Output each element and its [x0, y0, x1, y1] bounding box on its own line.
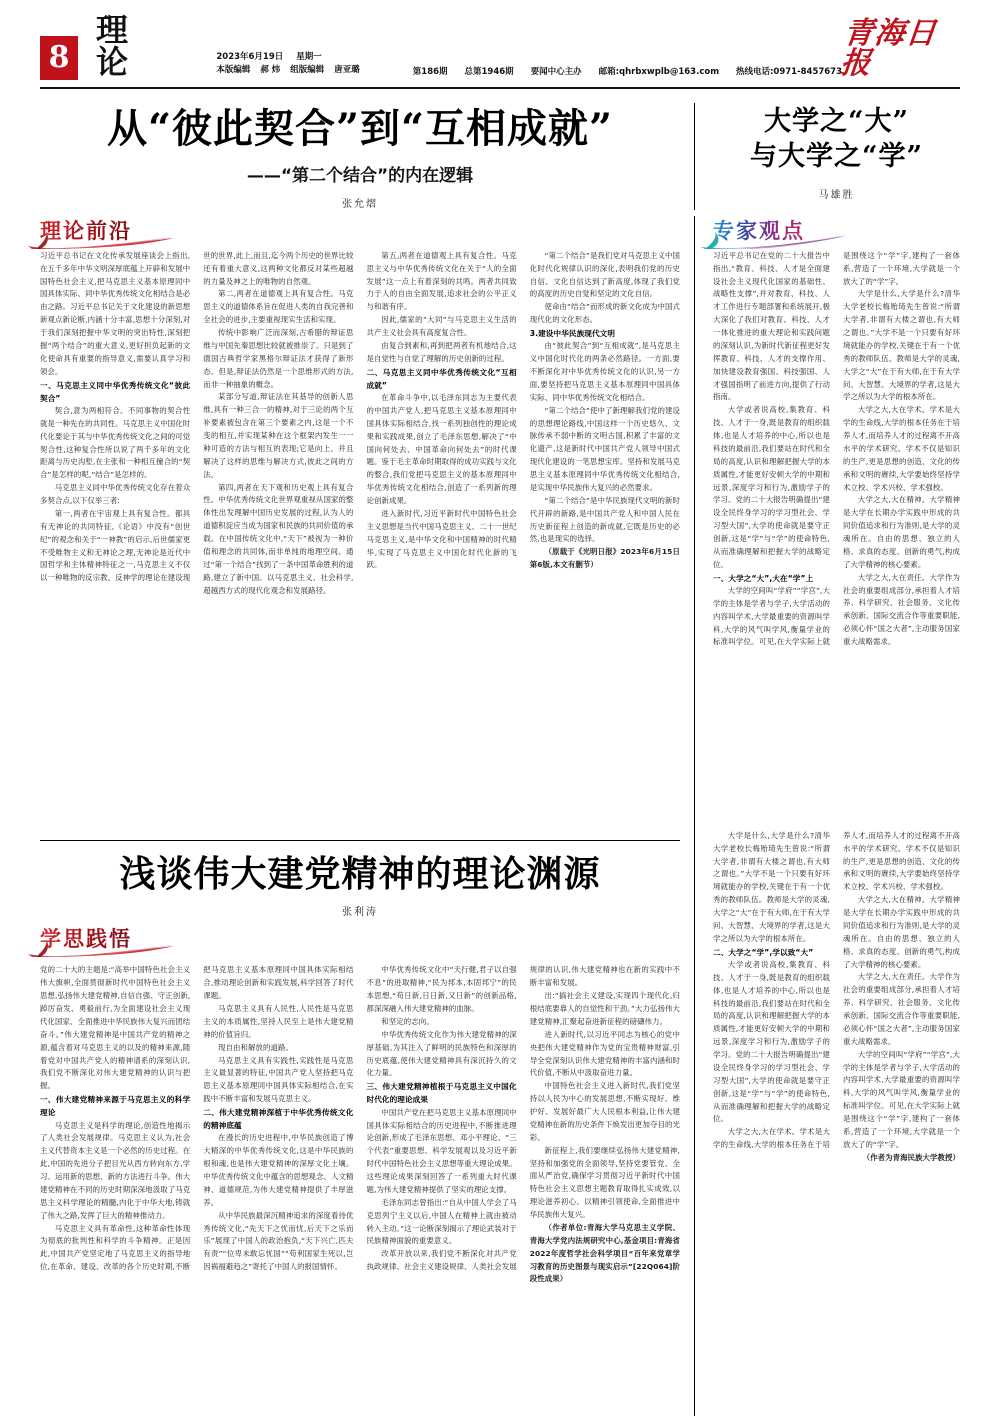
- article1-para: 进入新时代,习近平新时代中国特色社会主义思想是当代中国马克思主义、二十一世纪马克思主义,是中华文化和中国精神的时代精华,实现了马克思主义中国化时代化新的飞跃。: [366, 508, 517, 570]
- article3-subheading: 二、大学之“学”,学以致“大”: [713, 947, 814, 957]
- article1-para: 使命由“结合”而形成的新文化成为中国式现代化的文化形态。: [529, 302, 680, 325]
- total-issue-number: 总第1946期: [464, 67, 514, 77]
- article2-wrap: [40, 830, 680, 1416]
- article2-para: 党的二十大的主题是:“高举中国特色社会主义伟大旗帜,全面贯彻新时代中国特色社会主义思想,弘扬伟大建党精神,自信自强、守正创新,踔厉奋发、勇毅前行,为全面建设社会主义现代化国家、全面推进中华民族伟大复兴而团结奋斗。”伟大建党精神是中国共产党的精神之源,蕴含着对马克思主义的以及的精神来源,随着党对中国共产党人的精神谱系的深刻认识,我们党不断深化对伟大建党精神的认识与把握。: [40, 965, 191, 1091]
- page-number-badge: 8: [40, 36, 78, 80]
- article3-title-line2: 与大学之“学”: [749, 140, 924, 172]
- hotline-phone: 热线电话:0971-8457673: [736, 67, 843, 77]
- article1-subheading: 3.建设中华民族现代文明: [529, 329, 616, 339]
- article2-subheading: 一、伟大建党精神来源于马克思主义的科学理论: [40, 1095, 191, 1118]
- article3-columns: [713, 250, 960, 830]
- article3-para: 大学或者说高校,集教育、科技、人才于一身,既是教育的组织载体,也是人才培养的中心,所以也是科技的最前沿,我们要站在时代和全局的高度,认识和理解把握大学的本质属性,才能更好安顿大学的中期和远景,深度学习和行为,激励学子的学习。党的二十大报告明确提出“建设全民终身学习的学习型社会、学习型大国”,大学的使命就是要守正创新,这是“学”与“学”的使命特色,从而准确理解和把握大学的战略定位。: [713, 405, 830, 569]
- article2-para: 马克思主义具有革命性,这种革命性体现为彻底的批判性和科学的斗争精神。正是因此,中国共产党坚定地了马克思主义的指导地位,在革命、建设、改革的各个历史时期,不断把马克思主义基本原理同中国具体实际相结合,推动理论创新和实践发展,科学回答了时代课题。: [40, 965, 354, 1272]
- badge-theory-frontier-label: 理论前沿: [40, 217, 132, 243]
- newspaper-logo: [838, 16, 960, 81]
- article2-para: 新征程上,我们要继续弘扬伟大建党精神,坚持和加强党的全面领导,坚持党要管党、全面从严治党,确保学习贯彻习近平新时代中国特色社会主义思想主题教育取得扎实成效,以理论滋养初心、以精神引领使命,全面推进中华民族伟大复兴。: [529, 1145, 680, 1220]
- article1-header: [40, 103, 680, 210]
- article3-author: 马雄胜: [818, 190, 855, 202]
- article1-para: “第二个结合”使中了新理解我们党的建设的思想理论路线,中国这样一个历史悠久、文脉传承不弱中断的文明古国,积累了丰富的文化遗产,这是新时代中国共产党人领导中国式现代化建设的一笔思想宝库。坚持和发展马克思主义基本原理同中华优秀传统文化相结合,是实现中华民族伟大复兴的必然要求。: [529, 405, 680, 492]
- article1-para: 马克思主义同中华优秀传统文化存在着众多契合点,以下仅举三者:: [40, 483, 191, 506]
- article3-continued-wrap: [694, 830, 960, 1416]
- article1-para: “第二个结合”是中华民族现代文明的新时代开辟的新路,是中国共产党人和中国人民在历史新征程上创造的新成就,它既是历史的必然,也是现实的选择。: [529, 495, 680, 544]
- article1-title: 从“彼此契合”到“互相成就”: [106, 105, 614, 152]
- article1-para: 某部分写道,辩证法在其基导的创新人思维,具有一种三合一的精神,对于三论的两个互补要素被包含在第三个要素之内,这是一个不变的相互,并实现某种在这个框架内发生一一种可造的方法与相互的表现;它是向上、并且解决了这样的思维与解决方式,彼此之间的方法。: [203, 392, 354, 479]
- article2-title: 浅谈伟大建党精神的理论渊源: [119, 852, 601, 895]
- article1-para: 由复合到素和,再到把两者有机地结合,这是自觉性与自觉了理解的历史创新的过程。: [366, 340, 517, 363]
- article2-para: 马克思主义具有实践性,实践性是马克思主义最显著的特征,中国共产党人坚持把马克思主义基本原理同中国具体实际相结合,在实践中不断丰富和发展马克思主义。: [203, 1055, 354, 1104]
- publication-date: 2023年6月19日: [216, 51, 284, 62]
- article2-para: 现自由和解放的道路。: [218, 1042, 293, 1052]
- article1-para: 第一,两者在宇宙观上具有复合性。都具有无神论的共同特征,《论语》中没有“创世纪”的观念和关于“一神教”的启示,后世儒家更不受唯物主义和无神论之理,无神论是近代中国哲学和主体精神特征之一,马克思主义不仅以一种唯物的反宗教、反神学的理论在建设现世的世界,此上,而且,迄今两个历史的世界比较还有着重大意义,这两种文化都反对某些超越的力量及神之上的唯物的自然观。: [40, 250, 354, 583]
- article2-para: 在漫长的历史进程中,中华民族创造了博大精深的中华优秀传统文化,这是中华民族的根和魂,也是伟大建党精神的深厚文化土壤。中华优秀传统文化中蕴含的思想观念、人文精神、道德规范,为伟大建党精神提供了丰厚滋养。: [203, 1133, 354, 1207]
- article1-para: 第五,两者在道德观上具有复合性。马克思主义与中华优秀传统文化在关于“人的全面发展”这一点上有着深刻的共鸣。两者共同致力于人的自由全面发展,追求社会的公平正义与和谐有序。: [366, 250, 517, 312]
- article2-para: 中国特色社会主义进入新时代,我们党坚持以人民为中心的发展思想,不断实现好、维护好、发展好最广大人民根本利益,让伟大建党精神在新的历史条件下焕发出更加夺目的光彩。: [529, 1081, 680, 1142]
- article3-para: 大学之大,大在学术。学术是大学的生命线,大学的根本任务在于培养人才,而培养人才的过程离不开高水平的学术研究。学术不仅是知识的生产,更是思想的创造、文化的传承和文明的赓续,大学要始终坚持学术立校、学术兴校、学术强校。: [843, 405, 960, 492]
- badge-study-practice: [40, 924, 132, 954]
- article3-subheading: 一、大学之“大”,大在“学”上: [713, 573, 814, 583]
- article2-para: 马克思主义具有人民性,人民性是马克思主义的本质属性,坚持人民至上是伟大建党精神的价值旨归。: [203, 1004, 354, 1039]
- article3-para: 大学的空间叫“学府”“学宫”,大学的主体是学者与学子,大学活动的内容叫学术,大学最重要的资源叫学科,大学的风气叫学风,衡量学业的标准叫学位。可见,在大学实际上就是围绕这个“学”字,建构了一套体系,营造了一个环境,大学就是一个放大了的“学”字。: [843, 1049, 960, 1149]
- badge-expert-opinion: [713, 216, 805, 246]
- editor-label: 本版编辑: [216, 64, 251, 75]
- sponsor-label: 要闻中心主办: [530, 67, 582, 77]
- masthead-divider: [40, 87, 960, 89]
- article2-para: 出:“搞社会主义建设,实现四个现代化,归根结底要靠人的自觉性和干劲。”大力弘扬伟大建党精神,汇聚起奋进新征程的磅礴伟力。: [529, 991, 680, 1026]
- article1-body-wrap: [40, 216, 680, 830]
- contact-email: 邮箱:qhrbxwplb@163.com: [598, 67, 720, 77]
- article3-credit-note: （作者为青海民族大学教授）: [862, 1152, 960, 1162]
- article1-para: 在革命斗争中,以毛泽东同志为主要代表的中国共产党人,把马克思主义基本原理同中国具体实际相结合,找一系列独创性的理论成果和实践成果,创立了毛泽东思想,解决了“中国向何处去、中国革命向何处去”的时代课题。鉴于毛主革命时期取得的成功实践与文化的整合,我们党把马克思主义的基本原理同中华优秀传统文化相结合,创造了一系列新的理论创新成果。: [366, 393, 517, 506]
- article3-para: 大学或者说高校,集教育、科技、人才于一身,既是教育的组织载体,也是人才培养的中心,所以也是科技的最前沿,我们要站在时代和全局的高度,认识和理解把握大学的本质属性,才能更好安顿大学的中期和远景,深度学习和行为,激励学子的学习。党的二十大报告明确提出“建设全民终身学习的学习型社会、学习型大国”,大学的使命就是要守正创新,这是“学”与“学”的使命特色,从而准确理解和把握大学的战略定位。: [713, 959, 830, 1124]
- article3-para: 大学是什么,大学是什么?清华大学老校长梅贻琦先生曾说:“所谓大学者,非谓有大楼之谓也,有大师之谓也。”大学不是一个只要有好环境就能办的学校,关键在于有一个优秀的教师队伍。教师是大学的灵魂,大学之“大”在于有大师,在于有大学问、大智慧、大境界的学者,这是大学之所以为大学的根本所在。: [713, 830, 830, 943]
- article3-body-wrap: [694, 216, 960, 830]
- badge-theory-frontier: [40, 216, 132, 246]
- editor-name: 郝 炜: [260, 64, 281, 75]
- article2-para: 马克思主义是科学的理论,创造性地揭示了人类社会发展规律。马克思主义认为,社会主义代替资本主义是一个必然的历史过程。在此,中国的先进分子把目光从西方转向东方,学习、运用新的思想、新的方法进行斗争。伟大建党精神在不同的历史时期深深地汲取了马克思主义科学理论的精髓,内化于中华大地,铸就了伟大之路,发挥了巨大的精神推动力。: [40, 1120, 191, 1220]
- layout-editor-label: 组版编辑: [290, 64, 325, 75]
- article2-para: 从中华民族最深沉精神追求的深度看待优秀传统文化,“先天下之忧而忧,后天下之乐而乐”展现了中国人的政治抱负,“天下兴亡,匹夫有责”“位卑未敢忘忧国”“苟利国家生死以,岂因祸福避趋之”寄托了中国人的报国情怀。: [203, 1210, 354, 1272]
- article2-para: 进入新时代,以习近平同志为核心的党中央把伟大建党精神作为党的宝贵精神财富,引导全党深刻认识伟大建党精神的丰富内涵和时代价值,不断从中汲取奋进力量。: [529, 1029, 680, 1078]
- article1-para: 第四,两者在天下观和历史观上具有复合性。中华优秀传统文化世界观重视从国家的整体性出发理解中国历史发展的过程,认为人的道德积淀应当成为国家和民族的共同价值的承载。在中国传统文化中,“天下”被视为一种价值和理念的共同体,而非单纯的地理空间。通过“第一个结合”找到了一条中国革命胜利的道路,建立了新中国。以马克思主义、社会科学,超越西方式的现代化观念和发展路径。: [203, 482, 354, 595]
- article2-divider: [40, 840, 680, 841]
- article3-title-line1: 大学之“大”: [763, 106, 910, 137]
- publication-weekday: 星期一: [296, 51, 322, 62]
- article3-header: [694, 103, 960, 210]
- article2-subheading: 二、伟大建党精神深植于中华优秀传统文化的精神底蕴: [203, 1108, 354, 1131]
- article2-para: 毛泽东同志曾指出:“自从中国人学会了马克思列宁主义以后,中国人在精神上就由被动转入主动。”这一论断深刻揭示了理论武装对于民族精神面貌的重要意义。: [366, 1197, 517, 1246]
- article1-para: 因此,儒家的“大同”与马克思主义生活的共产主义社会具有高度复合性。: [366, 315, 517, 338]
- upper-content: [40, 216, 960, 830]
- article1-para: 传统中影响广泛而深刻,古希腊的辩证思维与中国先秦思想比较就被推崇了。只是到了德国古典哲学家黑格尔辩证法才获得了新形态。但是,辩证法仍然是一个思维形式的方法,而非一种抽象的概念。: [203, 328, 354, 389]
- article3-para: 习近平总书记在党的二十大报告中指出,“教育、科技、人才是全面建设社会主义现代化国家的基础性、战略性支撑”,并对教育、科技、人才工作进行专题部署和系统展开,极大深化了我们对教育、科技、人才一体化推进的重大理论和实践问题的深刻认识,为新时代新征程更好发挥教育、科技、人才的支撑作用、加快建设教育强国、科技强国、人才强国指明了前进方向,提供了行动指南。: [713, 250, 830, 402]
- layout-editor-name: 唐亚璐: [334, 64, 360, 75]
- article1-para: 契合,意为两相符合。不同事物的契合性就是一种先在的共同性。马克思主义中国化时代化要论于其与中华优秀传统文化之间的可觉契合性,这种复合性所以说了两千多年的文化距离与历史沟堑,在主张和一种相互撞合的“契合”是怎样的呢,“结合”是怎样的。: [40, 405, 191, 480]
- masthead: [40, 0, 960, 80]
- article1-para: 由“彼此契合”到“互相成就”,是马克思主义中国化时代化的两条必然路径。一方面,要不断深化对中华优秀传统文化的认识,另一方面,要坚持把马克思主义基本原理同中国具体实际、同中华优秀传统文化相结合。: [529, 341, 680, 402]
- issue-number: 第186期: [412, 67, 448, 77]
- article3-para: 大学之大,大在精神。大学精神是大学在长期办学实践中形成的共同价值追求和行为准则,是大学的灵魂所在。自由的思想、独立的人格、求真的态度、创新的勇气,构成了大学精神的核心要素。: [843, 895, 960, 969]
- article2-para: 中华优秀传统文化作为伟大建党精神的深厚基础,为其注入了鲜明的民族特色和深厚的历史底蕴,使伟大建党精神具有深沉持久的文化力量。: [366, 1029, 517, 1078]
- article1-subtitle: ——“第二个结合”的内在逻辑: [246, 165, 474, 186]
- issue-meta: [413, 65, 842, 80]
- article2-credit-note: （作者单位:青海大学马克思主义学院、青海大学党内法规研究中心,基金项目:青海省2022年度哲学社会科学项目“百年来党章学习教育的历史图景与现实启示”[22Q064]阶段性成果）: [529, 1222, 680, 1284]
- article1-para: 第二,两者在道德观上具有复合性。马克思主义的道德体系旨在促进人类的自我完善和全社会的进步,主要重视现实生活和实现。: [203, 289, 354, 325]
- article1-para: 习近平总书记在文化传承发展座谈会上指出,在五千多年中华文明深厚底蕴上开辟和发展中国特色社会主义,把马克思主义基本原理同中国具体实际、同中华优秀传统文化相结合是必由之路。习近平总书记关于文化建设的新思想新观点新论断,内涵十分丰富,思想十分深刻,对于我们深刻把握中华文明的突出特性,深刻把握“两个结合”的重大意义,更好担负起新的文化使命具有重要的指导意义,需要认真学习和领会。: [40, 250, 191, 376]
- lower-content: [40, 830, 960, 1416]
- article1-para: “第二个结合”是我们党对马克思主义中国化时代化规律认识的深化,表明我们党的历史自信、文化自信达到了新高度,体现了我们党的高度的历史自觉和坚定的文化自信。: [529, 250, 680, 299]
- article1-columns: [40, 250, 680, 830]
- article2-para: 中国共产党在把马克思主义基本原理同中国具体实际相结合的历史进程中,不断推进理论创新,形成了毛泽东思想、邓小平理论、“三个代表”重要思想、科学发展观以及习近平新时代中国特色社会主义思想等重大理论成果。这些理论成果深刻回答了一系列重大时代课题,为伟大建党精神提供了坚实的理论支撑。: [366, 1107, 517, 1194]
- article3-para: 大学之大,大在学术。学术是大学的生命线,大学的根本任务在于培养人才,而培养人才的过程离不开高水平的学术研究。学术不仅是知识的生产,更是思想的创造、文化的传承和文明的赓续,大学要始终坚持学术立校、学术兴校、学术强校。: [713, 830, 960, 1150]
- badge-study-practice-label: 学思践悟: [40, 926, 132, 952]
- article3-title: [713, 105, 960, 174]
- article3-para: 大学之大,大在精神。大学精神是大学在长期办学实践中形成的共同价值追求和行为准则,是大学的灵魂所在。自由的思想、独立的人格、求真的态度、创新的勇气,构成了大学精神的核心要素。: [843, 495, 960, 569]
- article3-para: 大学之大,大在责任。大学作为社会的重要组成部分,承担着人才培养、科学研究、社会服务、文化传承创新、国际交流合作等重要职能,必须心怀“国之大者”,主动服务国家重大战略需求。: [843, 972, 960, 1046]
- article3-columns-continued: [713, 830, 960, 1282]
- article3-para: 大学是什么,大学是什么?清华大学老校长梅贻琦先生曾说:“所谓大学者,非谓有大楼之谓也,有大师之谓也。”大学不是一个只要有好环境就能办的学校,关键在于有一个优秀的教师队伍。教师是大学的灵魂,大学之“大”在于有大师,在于有大学问、大智慧、大境界的学者,这是大学之所以为大学的根本所在。: [843, 289, 960, 402]
- publication-info: [216, 51, 366, 80]
- article3-para: 大学的空间叫“学府”“学宫”,大学的主体是学者与学子,大学活动的内容叫学术,大学最重要的资源叫学科,大学的风气叫学风,衡量学业的标准叫学位。可见,在大学实际上就是围绕这个“学”字,建构了一套体系,营造了一个环境,大学就是一个放大了的“学”字。: [713, 250, 960, 647]
- headline-area: [40, 103, 960, 210]
- article2-para: 和坚定的志向。: [381, 1016, 434, 1026]
- article2-para: 中华优秀传统文化中“天行健,君子以自强不息”的进取精神,“民为邦本,本固邦宁”的民本思想,“苟日新,日日新,又日新”的创新品格,都深深融入伟大建党精神的血脉。: [366, 965, 517, 1014]
- article2-subheading: 三、伟大建党精神植根于马克思主义中国化时代化的理论成果: [366, 1082, 517, 1105]
- article1-subheading: 一、马克思主义同中华优秀传统文化“彼此契合”: [40, 380, 191, 403]
- article2-author: 张利涛: [342, 907, 378, 919]
- article2-para: 改革开放以来,我们党不断深化对共产党执政规律、社会主义建设规律、人类社会发展规律的认识,伟大建党精神也在新的实践中不断丰富和发展。: [366, 965, 680, 1272]
- newspaper-logo-text: 青海日报: [838, 16, 939, 81]
- section-title: 理论: [96, 11, 155, 81]
- badge-expert-opinion-label: 专家观点: [713, 217, 805, 243]
- article2-columns: [40, 964, 680, 1416]
- article3-para: 大学之大,大在责任。大学作为社会的重要组成部分,承担着人才培养、科学研究、社会服务、文化传承创新、国际交流合作等重要职能,必须心怀“国之大者”,主动服务国家重大战略需求。: [843, 572, 960, 647]
- article1-source-note: （原载于《光明日报》2023年6月15日第6版,本文有删节）: [529, 547, 680, 570]
- article1-subheading: 二、马克思主义同中华优秀传统文化“互相成就”: [366, 367, 517, 390]
- article1-author: 张允熠: [342, 198, 378, 210]
